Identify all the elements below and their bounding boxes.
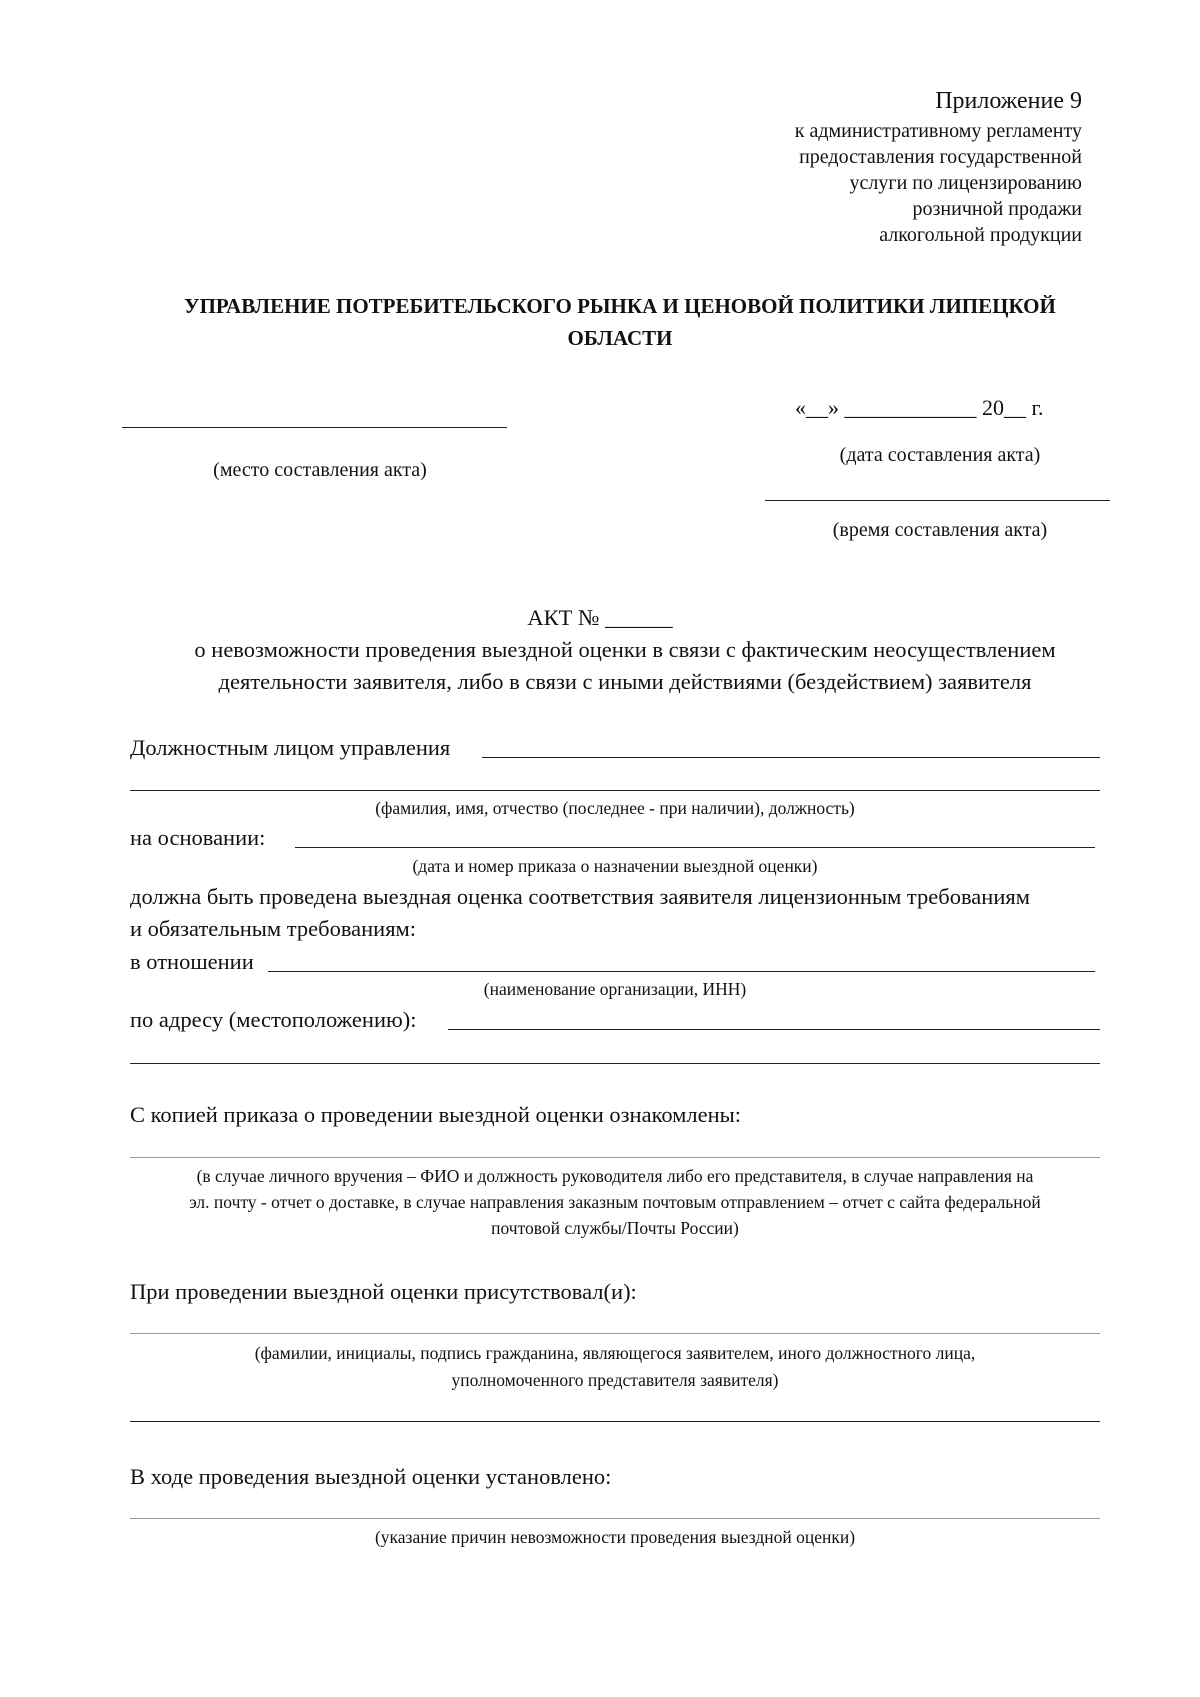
appendix-line-4: розничной продажи: [912, 198, 1082, 220]
appendix-line-3: услуги по лицензированию: [849, 172, 1082, 194]
copy-caption-line-3: почтовой службы/Почты России): [491, 1218, 739, 1238]
place-line[interactable]: [122, 427, 507, 428]
copy-line[interactable]: [130, 1157, 1100, 1158]
basis-label: на основании:: [130, 825, 266, 850]
present-heading: При проведении выездной оценки присутствовал(и):: [130, 1279, 637, 1304]
present-caption-line-1: (фамилии, инициалы, подпись гражданина, являющегося заявителем, иного должностного лица,: [254, 1343, 976, 1363]
official-line-2[interactable]: [130, 790, 1100, 791]
appendix-number: Приложение 9: [935, 88, 1082, 114]
appendix-block: [602, 86, 1082, 248]
official-caption: (фамилия, имя, отчество (последнее - при наличии), должность): [375, 798, 855, 818]
organization-title: [150, 290, 1090, 354]
address-line-2[interactable]: [130, 1063, 1100, 1064]
copy-caption-line-2: эл. почту - отчет о доставке, в случае направления заказным почтовым отправлением – отчет с сайта федеральной: [189, 1192, 1041, 1212]
copy-caption-line-1: (в случае личного вручения – ФИО и должность руководителя либо его представителя, в случае направления на: [196, 1166, 1034, 1186]
act-subtitle-line-2: деятельности заявителя, либо в связи с иными действиями (бездействием) заявителя: [218, 669, 1032, 694]
regarding-line[interactable]: [268, 971, 1095, 972]
statement-line-2: и обязательным требованиям:: [130, 916, 417, 941]
time-caption: (время составления акта): [832, 519, 1048, 541]
present-caption-line-2: уполномоченного представителя заявителя): [451, 1370, 779, 1390]
appendix-line-2: предоставления государственной: [799, 146, 1082, 168]
established-caption: (указание причин невозможности проведения выездной оценки): [374, 1527, 856, 1547]
present-line-2[interactable]: [130, 1421, 1100, 1422]
appendix-line-1: к административному регламенту: [794, 120, 1082, 142]
place-caption: (место составления акта): [213, 459, 427, 481]
appendix-line-5: алкогольной продукции: [879, 224, 1082, 246]
established-line[interactable]: [130, 1518, 1100, 1519]
organization-line-2: ОБЛАСТИ: [567, 326, 673, 350]
address-label: по адресу (местоположению):: [130, 1007, 417, 1032]
act-title: АКТ № ______: [527, 605, 673, 630]
official-line[interactable]: [482, 757, 1100, 758]
address-line[interactable]: [448, 1029, 1100, 1030]
present-line[interactable]: [130, 1333, 1100, 1334]
statement-line-1: должна быть проведена выездная оценка соответствия заявителя лицензионным требованиям: [130, 884, 1030, 909]
date-caption: (дата составления акта): [839, 444, 1041, 466]
time-line[interactable]: [765, 500, 1110, 501]
basis-line[interactable]: [295, 847, 1095, 848]
copy-heading: С копией приказа о проведении выездной оценки ознакомлены:: [130, 1102, 742, 1127]
basis-caption: (дата и номер приказа о назначении выездной оценки): [412, 856, 818, 876]
regarding-label: в отношении: [130, 949, 254, 974]
established-heading: В ходе проведения выездной оценки установлено:: [130, 1464, 612, 1489]
organization-line-1: УПРАВЛЕНИЕ ПОТРЕБИТЕЛЬСКОГО РЫНКА И ЦЕНОВОЙ ПОЛИТИКИ ЛИПЕЦКОЙ: [184, 294, 1056, 318]
act-subtitle-line-1: о невозможности проведения выездной оценки в связи с фактическим неосуществлением: [194, 637, 1056, 662]
official-label: Должностным лицом управления: [130, 735, 451, 760]
regarding-caption: (наименование организации, ИНН): [483, 979, 747, 999]
date-template: «__» ____________ 20__ г.: [795, 395, 1044, 420]
